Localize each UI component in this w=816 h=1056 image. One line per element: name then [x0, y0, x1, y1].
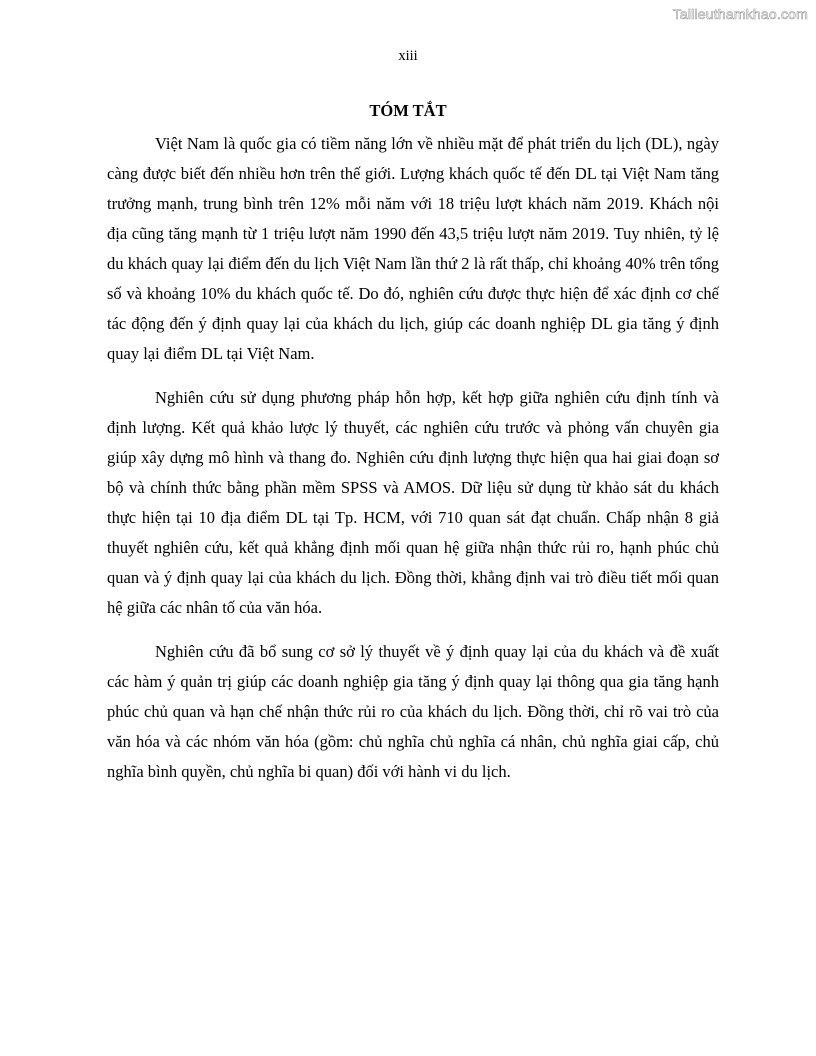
- paragraph-1: Việt Nam là quốc gia có tiềm năng lớn về nhiều mặt để phát triển du lịch (DL), ngày càng được biết đến nhiều hơn trên thế giới. Lượng khách quốc tế đến DL tại Việt Nam tăng trưởng mạnh, trung bình trên 12% mỗi năm với 18 triệu lượt khách năm 2019. Khách nội địa cũng tăng mạnh từ 1 triệu lượt năm 1990 đến 43,5 triệu lượt năm 2019. Tuy nhiên, tỷ lệ du khách quay lại điểm đến du lịch Việt Nam lần thứ 2 là rất thấp, chỉ khoảng 40% trên tổng số và khoảng 10% du khách quốc tế. Do đó, nghiên cứu được thực hiện để xác định cơ chế tác động đến ý định quay lại của khách du lịch, giúp các doanh nghiệp DL gia tăng ý định quay lại điểm DL tại Việt Nam.: [107, 134, 719, 363]
- page-title: TÓM TẮT: [369, 101, 447, 120]
- paragraph-3: Nghiên cứu đã bổ sung cơ sở lý thuyết về ý định quay lại của du khách và đề xuất các hàm ý quản trị giúp các doanh nghiệp gia tăng ý định quay lại thông qua gia tăng hạnh phúc chủ quan và hạn chế nhận thức rủi ro của khách du lịch. Đồng thời, chỉ rõ vai trò của văn hóa và các nhóm văn hóa (gồm: chủ nghĩa chủ nghĩa cá nhân, chủ nghĩa giai cấp, chủ nghĩa bình quyền, chủ nghĩa bi quan) đối với hành vi du lịch.: [107, 642, 719, 781]
- paragraph-2: Nghiên cứu sử dụng phương pháp hỗn hợp, kết hợp giữa nghiên cứu định tính và định lượng. Kết quả khảo lược lý thuyết, các nghiên cứu trước và phỏng vấn chuyên gia giúp xây dựng mô hình và thang đo. Nghiên cứu định lượng thực hiện qua hai giai đoạn sơ bộ và chính thức bằng phần mềm SPSS và AMOS. Dữ liệu sử dụng từ khảo sát du khách thực hiện tại 10 địa điểm DL tại Tp. HCM, với 710 quan sát đạt chuẩn. Chấp nhận 8 giả thuyết nghiên cứu, kết quả khẳng định mối quan hệ giữa nhận thức rủi ro, hạnh phúc chủ quan và ý định quay lại của khách du lịch. Đồng thời, khẳng định vai trò điều tiết mối quan hệ giữa các nhân tố của văn hóa.: [107, 388, 719, 617]
- abstract-body: [107, 129, 719, 801]
- watermark: Tailieuthamkhao.com: [672, 6, 808, 22]
- page-number: xiii: [398, 48, 418, 64]
